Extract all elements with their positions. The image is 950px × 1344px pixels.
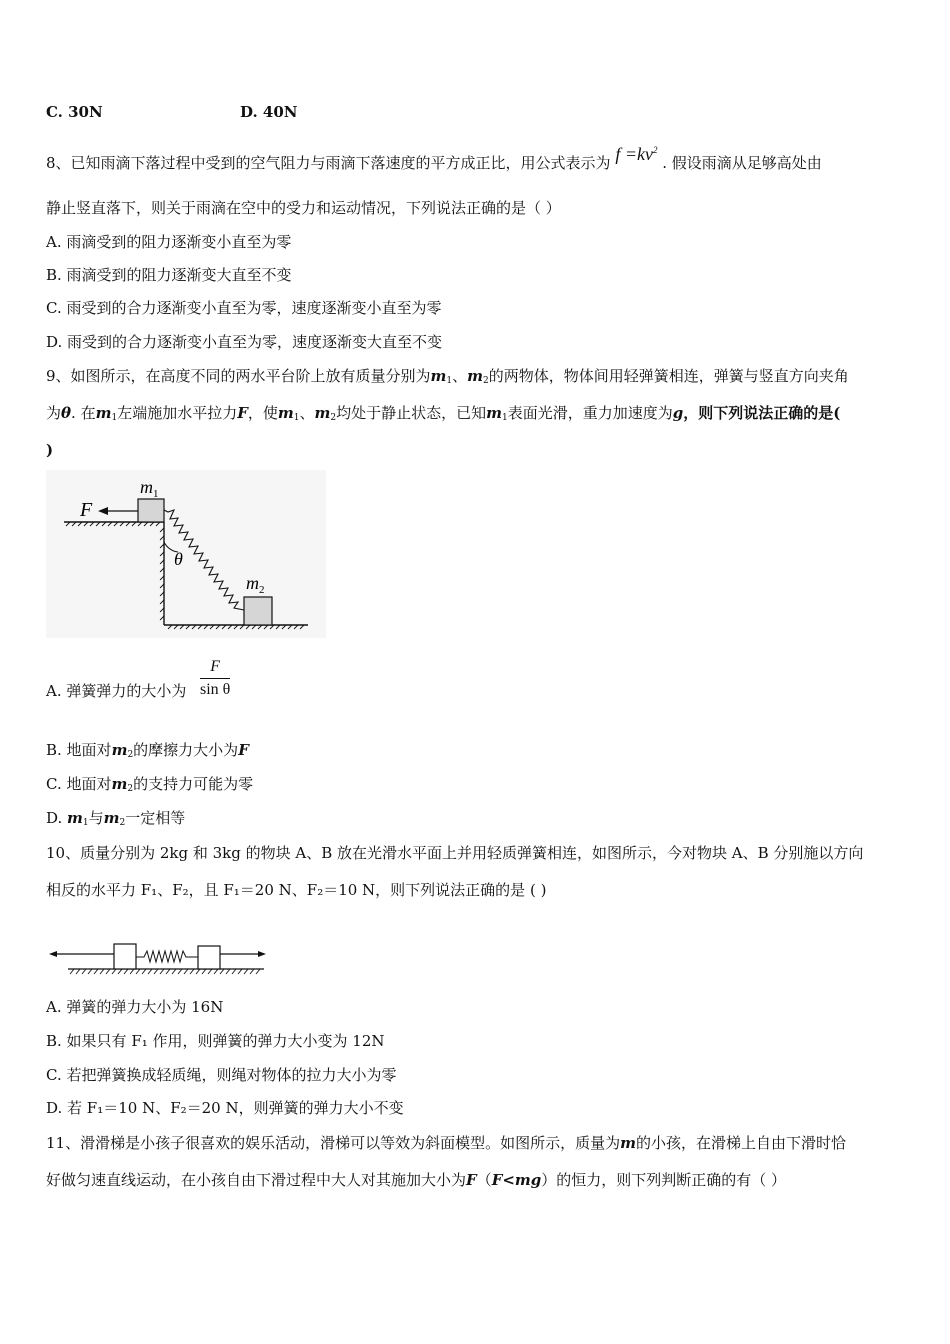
- q9-fig-m1-letter: m: [140, 477, 153, 497]
- q9-sep: 、: [452, 367, 468, 385]
- q10-stem-line1: 10、质量分别为 2kg 和 3kg 的物块 A、B 放在光滑水平面上并用轻质弹簧相连，如图所示，今对物块 A、B 分别施以方向: [46, 844, 864, 862]
- q9-text: ，则下列说法正确的是(: [683, 404, 841, 422]
- q9-text: 的摩擦力大小为: [133, 741, 239, 759]
- q10-option-a: A. 弹簧的弹力大小为 16N: [46, 998, 224, 1016]
- q9-fig-m2-letter: m: [246, 573, 259, 593]
- q11-text: 的小孩，在滑梯上自由下滑时恰: [635, 1134, 846, 1152]
- q9-option-a: A. 弹簧弹力的大小为: [46, 682, 187, 700]
- q9-stem-line3: ): [46, 441, 54, 459]
- q9-text: 的支持力可能为零: [133, 775, 254, 793]
- q11-text: （: [476, 1171, 492, 1189]
- q11-F: F: [466, 1171, 477, 1189]
- q9-sub: 2: [127, 784, 134, 794]
- q9-fraction-numerator: F: [200, 656, 230, 679]
- q9-text: 均处于静止状态，已知: [336, 404, 487, 422]
- q8-stem-line2: 静止竖直落下，则关于雨滴在空中的受力和运动情况，下列说法正确的是（ ）: [46, 199, 561, 217]
- q11-stem-line2: [46, 1170, 786, 1190]
- q9-m2: m: [103, 809, 120, 827]
- q10-stem-line2: 相反的水平力 F₁、F₂，且 F₁＝20 N、F₂＝10 N，则下列说法正确的是 ( ): [46, 881, 547, 899]
- q9-m2: m: [314, 404, 331, 422]
- q9-text: 表面光滑，重力加速度为: [507, 404, 673, 422]
- q11-text: ）的恒力，则下列判断正确的有（ ）: [541, 1171, 787, 1189]
- q10-block-b: [198, 946, 220, 969]
- q9-fraction-denominator: sin θ: [200, 681, 231, 698]
- q8-stem-line1: [46, 144, 822, 173]
- q10-spring: [136, 951, 198, 962]
- q9-text: 一定相等: [125, 809, 186, 827]
- q9-block-m2: [244, 597, 272, 625]
- q9-text: 与: [88, 809, 104, 827]
- q8-option-a: A. 雨滴受到的阻力逐渐变小直至为零: [46, 233, 292, 251]
- q9-sep: 、: [299, 404, 315, 422]
- q9-sub: 2: [127, 750, 134, 760]
- q9-sub: 1: [111, 413, 118, 423]
- q7-option-c: C. 30N: [46, 103, 103, 121]
- q9-g: g: [672, 404, 684, 422]
- q9-text: . 在: [71, 404, 96, 422]
- q8-formula-base: f =kv: [615, 144, 653, 164]
- q9-m2: m: [467, 367, 484, 385]
- q9-text: 为: [46, 404, 62, 422]
- q9-m2: m: [111, 775, 128, 793]
- q9-sub: 1: [82, 818, 89, 828]
- q9-sub: 1: [293, 413, 300, 423]
- q9-stem-line2: [46, 403, 840, 428]
- q9-sub: 2: [330, 413, 337, 423]
- q7-option-d: D. 40N: [240, 103, 298, 121]
- q8-option-b: B. 雨滴受到的阻力逐渐变大直至不变: [46, 266, 292, 284]
- q9-block-m1: [138, 499, 164, 522]
- q9-fig-theta-label: θ: [174, 549, 183, 569]
- q9-option-d: [46, 808, 185, 833]
- q9-m2: m: [111, 741, 128, 759]
- q10-option-b: B. 如果只有 F₁ 作用，则弹簧的弹力大小变为 12N: [46, 1032, 385, 1050]
- q8-option-d: D. 雨受到的合力逐渐变小直至为零，速度逐渐变大直至不变: [46, 333, 443, 351]
- q9-text: 9、如图所示，在高度不同的两水平台阶上放有质量分别为: [46, 367, 431, 385]
- q9-fig-m1-sub: 1: [153, 488, 159, 500]
- q9-text: B. 地面对: [46, 741, 112, 759]
- q9-option-a-fraction: [200, 656, 230, 701]
- q9-sub: 2: [119, 818, 126, 828]
- q9-F: F: [238, 741, 249, 759]
- q9-option-c: [46, 774, 253, 799]
- q9-F: F: [237, 404, 248, 422]
- q9-m1: m: [430, 367, 447, 385]
- q9-fig-m2-sub: 2: [259, 584, 265, 596]
- q10-option-d: D. 若 F₁＝10 N、F₂＝20 N，则弹簧的弹力大小不变: [46, 1099, 404, 1117]
- q11-stem-line1: [46, 1133, 846, 1153]
- q10-figure: [46, 936, 270, 980]
- q11-text: 好做匀速直线运动，在小孩自由下滑过程中大人对其施加大小为: [46, 1171, 467, 1189]
- q9-fig-F-label: F: [80, 499, 93, 521]
- q9-m1: m: [486, 404, 502, 422]
- q9-text: 的两物体，物体间用轻弹簧相连，弹簧与竖直方向夹角: [488, 367, 849, 385]
- q11-m: m: [620, 1134, 636, 1152]
- q8-formula-exp: 2: [652, 145, 658, 155]
- q10-block-a: [114, 944, 136, 969]
- q9-theta: θ: [61, 404, 72, 422]
- q9-option-b: [46, 740, 249, 765]
- q9-stem-line1: [46, 366, 849, 391]
- q8-formula: [615, 144, 657, 164]
- q10-option-c: C. 若把弹簧换成轻质绳，则绳对物体的拉力大小为零: [46, 1066, 397, 1084]
- q8-option-c: C. 雨受到的合力逐渐变小直至为零，速度逐渐变小直至为零: [46, 299, 442, 317]
- q9-text: 左端施加水平拉力: [117, 404, 238, 422]
- q11-text: 11、滑滑梯是小孩子很喜欢的娱乐活动，滑梯可以等效为斜面模型。如图所示，质量为: [46, 1134, 621, 1152]
- q9-sub: 1: [502, 413, 508, 423]
- q9-m1: m: [67, 809, 83, 827]
- q9-figure: [46, 470, 326, 638]
- q9-sub: 1: [446, 376, 453, 386]
- q8-stem-post: . 假设雨滴从足够高处由: [662, 154, 822, 172]
- q9-text: ，使: [247, 404, 278, 422]
- q9-m1: m: [277, 404, 294, 422]
- q9-m1: m: [95, 404, 112, 422]
- q9-text: D.: [46, 809, 68, 827]
- q11-condition: F<mg: [491, 1171, 542, 1189]
- q9-text: C. 地面对: [46, 775, 112, 793]
- q9-sub: 2: [483, 376, 489, 386]
- q8-stem-pre: 8、已知雨滴下落过程中受到的空气阻力与雨滴下落速度的平方成正比，用公式表示为: [46, 154, 611, 172]
